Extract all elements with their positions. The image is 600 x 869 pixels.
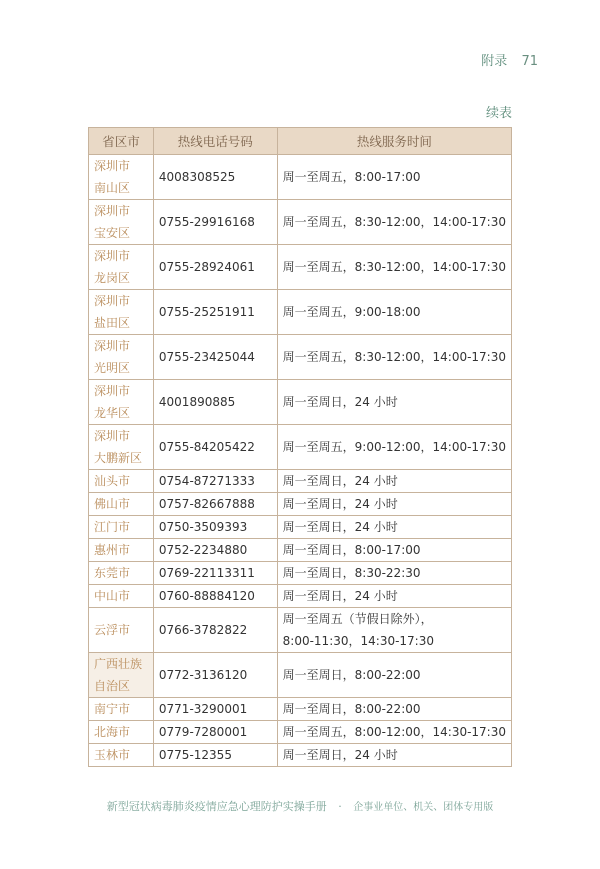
- phone-cell: 0754-87271333: [153, 470, 277, 493]
- region-cell: [89, 698, 154, 721]
- hours-cell: [277, 200, 511, 245]
- region-cell: [89, 245, 154, 290]
- phone-cell: 0779-7280001: [153, 721, 277, 744]
- hours-line: 周一至周日，24 小时: [282, 520, 398, 534]
- hours-line: 周一至周五，9:00-18:00: [282, 305, 421, 319]
- hours-cell: [277, 653, 511, 698]
- table-row: [89, 290, 512, 335]
- section-title: 附录: [481, 54, 508, 69]
- table-body: [89, 155, 512, 767]
- footer: [0, 798, 600, 814]
- table-row: [89, 585, 512, 608]
- region-line: 南山区: [94, 181, 131, 195]
- region-cell: [89, 155, 154, 200]
- hours-line: 周一至周五，8:30-12:00，14:00-17:30: [282, 260, 506, 274]
- region-line: 自治区: [94, 679, 131, 693]
- region-line: 汕头市: [94, 474, 131, 488]
- hours-line: 周一至周日，24 小时: [282, 589, 398, 603]
- region-cell: [89, 290, 154, 335]
- hours-cell: [277, 698, 511, 721]
- phone-cell: 0760-88884120: [153, 585, 277, 608]
- region-cell: [89, 585, 154, 608]
- region-cell: [89, 470, 154, 493]
- hours-line: 周一至周日，8:00-22:00: [282, 668, 421, 682]
- region-line: 深圳市: [94, 159, 131, 173]
- hours-line: 周一至周日，24 小时: [282, 395, 398, 409]
- hours-cell: [277, 608, 511, 653]
- table-row: [89, 470, 512, 493]
- phone-cell: 0755-84205422: [153, 425, 277, 470]
- hours-cell: [277, 290, 511, 335]
- phone-cell: 0772-3136120: [153, 653, 277, 698]
- region-line: 惠州市: [94, 543, 131, 557]
- column-header-phone: 热线电话号码: [153, 128, 277, 155]
- region-line: 佛山市: [94, 497, 131, 511]
- hours-line: 周一至周日，24 小时: [282, 748, 398, 762]
- table-row: [89, 653, 512, 698]
- hours-line: 周一至周五（节假日除外），: [282, 612, 433, 626]
- region-cell: [89, 653, 154, 698]
- hours-cell: [277, 335, 511, 380]
- hours-cell: [277, 245, 511, 290]
- region-line: 东莞市: [94, 566, 131, 580]
- phone-cell: 0757-82667888: [153, 493, 277, 516]
- region-line: 广西壮族: [94, 657, 143, 671]
- table-row: [89, 608, 512, 653]
- table-row: [89, 425, 512, 470]
- hours-line: 周一至周五，8:00-12:00，14:30-17:30: [282, 725, 506, 739]
- region-cell: [89, 335, 154, 380]
- hours-cell: [277, 562, 511, 585]
- table-row: [89, 539, 512, 562]
- region-cell: [89, 200, 154, 245]
- table-row: [89, 335, 512, 380]
- region-cell: [89, 516, 154, 539]
- region-line: 深圳市: [94, 339, 131, 353]
- phone-cell: 4001890885: [153, 380, 277, 425]
- region-line: 龙华区: [94, 406, 131, 420]
- region-cell: [89, 608, 154, 653]
- hours-line: 周一至周五，8:30-12:00，14:00-17:30: [282, 215, 506, 229]
- hours-line: 周一至周五，9:00-12:00，14:00-17:30: [282, 440, 506, 454]
- region-line: 北海市: [94, 725, 131, 739]
- region-line: 云浮市: [94, 623, 131, 637]
- region-line: 中山市: [94, 589, 131, 603]
- hours-cell: [277, 493, 511, 516]
- table-row: [89, 698, 512, 721]
- hours-line: 周一至周日，8:00-17:00: [282, 543, 421, 557]
- region-line: 龙岗区: [94, 271, 131, 285]
- hours-cell: [277, 155, 511, 200]
- hours-cell: [277, 425, 511, 470]
- hours-cell: [277, 721, 511, 744]
- phone-cell: 0755-28924061: [153, 245, 277, 290]
- hours-cell: [277, 380, 511, 425]
- footer-subtitle: 企事业单位、机关、团体专用版: [353, 802, 494, 813]
- region-line: 深圳市: [94, 294, 131, 308]
- region-cell: [89, 539, 154, 562]
- region-line: 玉林市: [94, 748, 131, 762]
- region-line: 深圳市: [94, 429, 131, 443]
- phone-cell: 0771-3290001: [153, 698, 277, 721]
- region-cell: [89, 562, 154, 585]
- table-row: [89, 562, 512, 585]
- table-row: [89, 380, 512, 425]
- region-cell: [89, 493, 154, 516]
- phone-cell: 0750-3509393: [153, 516, 277, 539]
- footer-title: 新型冠状病毒肺炎疫情应急心理防护实操手册: [106, 800, 327, 813]
- region-cell: [89, 721, 154, 744]
- phone-cell: 0755-25251911: [153, 290, 277, 335]
- region-line: 深圳市: [94, 249, 131, 263]
- hours-line: 8:00-11:30，14:30-17:30: [282, 634, 434, 648]
- phone-cell: 0752-2234880: [153, 539, 277, 562]
- phone-cell: 0755-23425044: [153, 335, 277, 380]
- hours-line: 周一至周日，24 小时: [282, 497, 398, 511]
- hours-cell: [277, 585, 511, 608]
- table-row: [89, 721, 512, 744]
- continued-label: 续表: [485, 106, 512, 121]
- table-row: [89, 744, 512, 767]
- table-row: [89, 155, 512, 200]
- column-header-region: 省区市: [89, 128, 154, 155]
- table-row: [89, 200, 512, 245]
- region-line: 深圳市: [94, 384, 131, 398]
- phone-cell: 4008308525: [153, 155, 277, 200]
- page-header: [481, 50, 538, 69]
- table-header-row: [89, 128, 512, 155]
- footer-separator: ·: [338, 800, 342, 813]
- table-row: [89, 516, 512, 539]
- phone-cell: 0755-29916168: [153, 200, 277, 245]
- hours-line: 周一至周日，24 小时: [282, 474, 398, 488]
- hours-line: 周一至周日，8:30-22:30: [282, 566, 421, 580]
- region-line: 深圳市: [94, 204, 131, 218]
- phone-cell: 0769-22113311: [153, 562, 277, 585]
- table-row: [89, 493, 512, 516]
- hours-line: 周一至周日，8:00-22:00: [282, 702, 421, 716]
- region-cell: [89, 380, 154, 425]
- hours-cell: [277, 516, 511, 539]
- column-header-hours: 热线服务时间: [277, 128, 511, 155]
- region-cell: [89, 744, 154, 767]
- hours-cell: [277, 539, 511, 562]
- region-line: 光明区: [94, 361, 131, 375]
- region-line: 宝安区: [94, 226, 131, 240]
- hours-cell: [277, 470, 511, 493]
- hours-line: 周一至周五，8:00-17:00: [282, 170, 421, 184]
- region-line: 江门市: [94, 520, 131, 534]
- phone-cell: 0775-12355: [153, 744, 277, 767]
- hotline-table: [88, 127, 512, 767]
- region-line: 大鹏新区: [94, 451, 143, 465]
- page-number: 71: [521, 54, 538, 69]
- region-cell: [89, 425, 154, 470]
- table-row: [89, 245, 512, 290]
- region-line: 南宁市: [94, 702, 131, 716]
- hours-line: 周一至周五，8:30-12:00，14:00-17:30: [282, 350, 506, 364]
- hours-cell: [277, 744, 511, 767]
- region-line: 盐田区: [94, 316, 131, 330]
- phone-cell: 0766-3782822: [153, 608, 277, 653]
